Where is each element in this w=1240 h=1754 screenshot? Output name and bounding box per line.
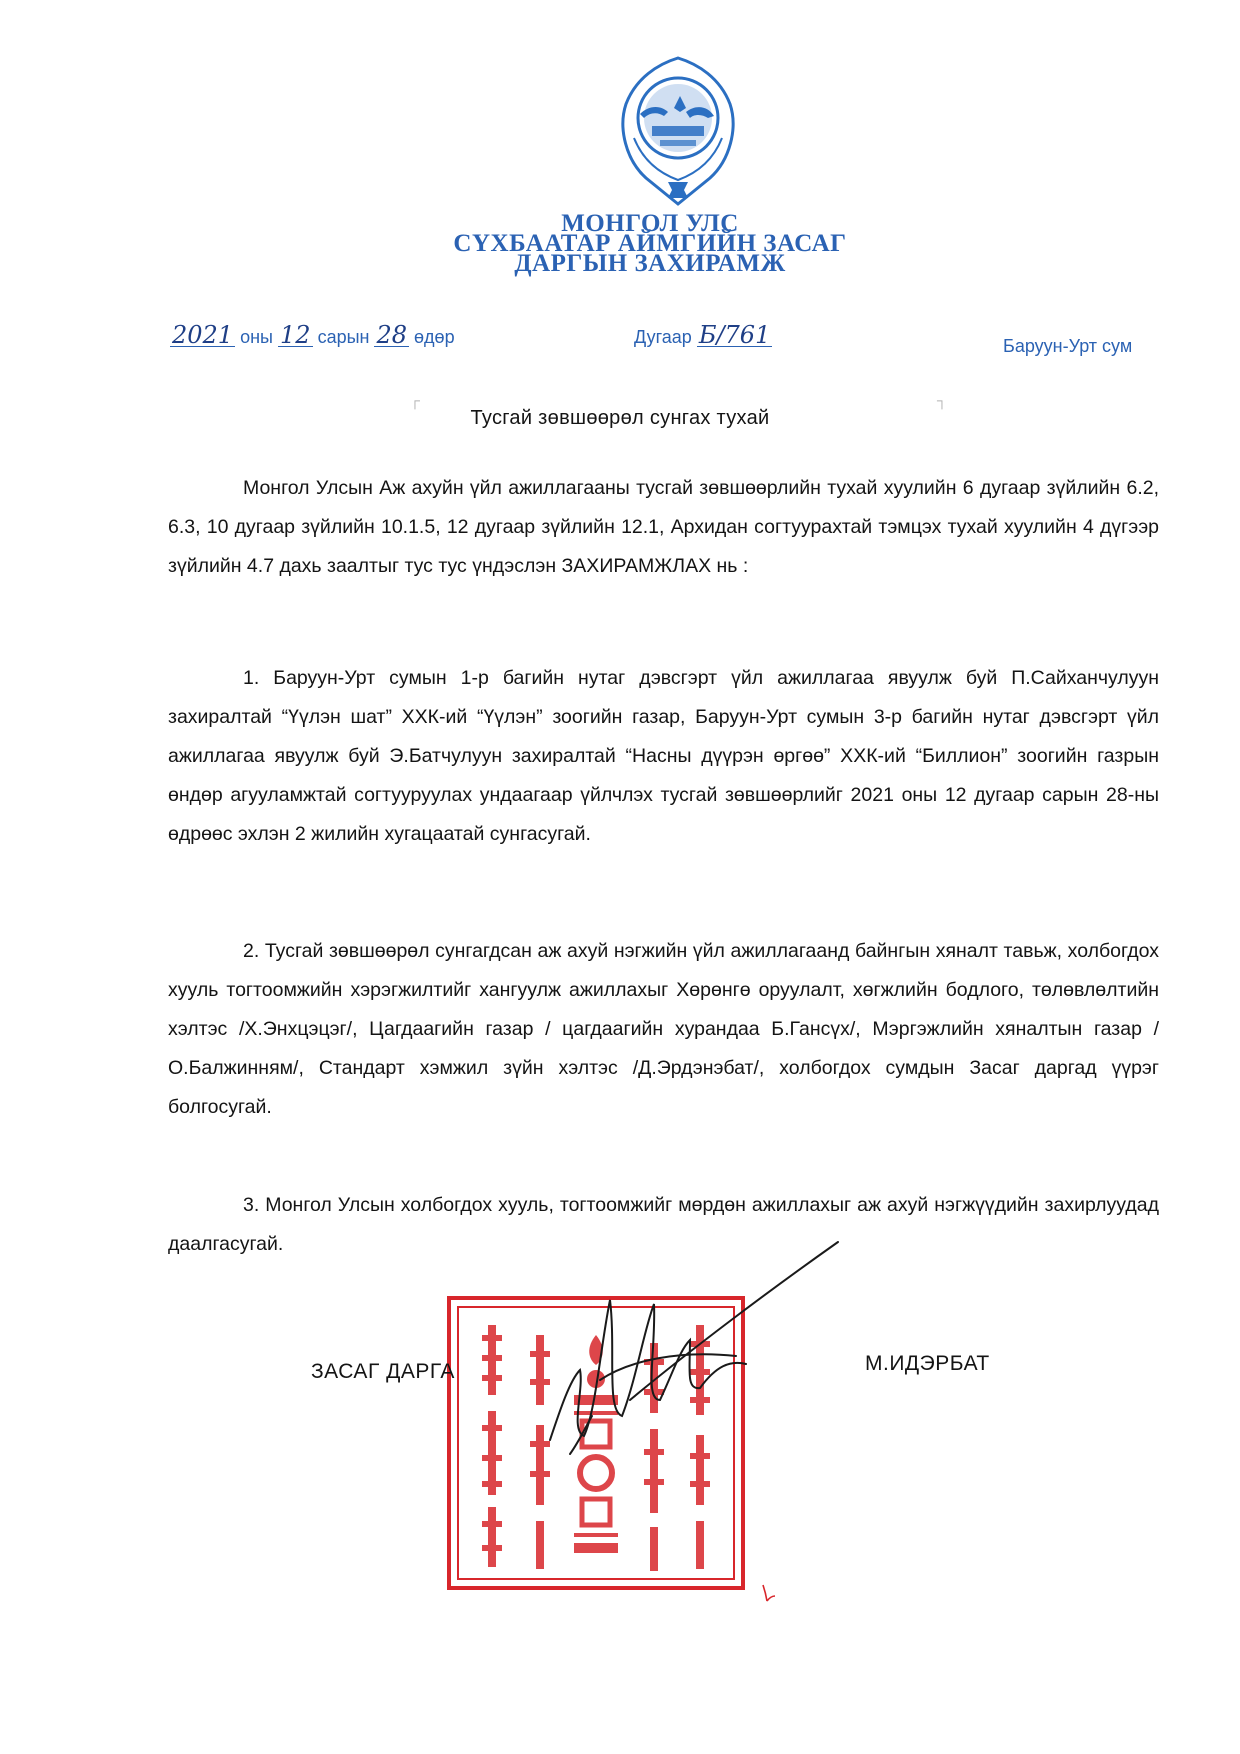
paragraph-text: 2. Тусгай зөвшөөрөл сунгагдсан аж ахуй нэгжийн үйл ажиллагаанд байнгын хяналт тавьж, холбогдох хууль тогтоомжийн хэрэгжилтийг хангуулж ажиллахыг Хөрөнгө оруулалт, хөгжлийн бодлого, төлөвлөлтийн хэлтэс /Х.Энхцэцэг/, Цагдаагийн газар / цагдаагийн хурандаа Б.Гансүх/, Мэргэжлийн хяналтын газар /О.Балжинням/, Стандарт хэмжил зүйн хэлтэс /Д.Эрдэнэбат/, холбогдох сумдын Засаг даргад үүрэг болгосугай.: [168, 940, 1159, 1118]
heading-authority: СҮХБААТАР АЙМГИЙН ЗАСАГ: [453, 230, 847, 257]
clause-1-paragraph: [168, 659, 1159, 854]
date-year: 2021: [172, 321, 234, 349]
heading-country: МОНГОЛ УЛС: [561, 210, 739, 237]
signatory-name: М.ИДЭРБАТ: [865, 1352, 990, 1375]
date-month-label: сарын: [317, 327, 370, 347]
preamble-paragraph: [168, 469, 1159, 586]
handwritten-signature-icon: [540, 1240, 840, 1480]
paragraph-text: 1. Баруун-Урт сумын 1-р багийн нутаг дэвсгэрт үйл ажиллагаа явуулж буй П.Сайханчулуун захиралтай “Үүлэн шат” ХХК-ий “Үүлэн” зоогийн газар, Баруун-Урт сумын 3-р багийн нутаг дэвсгэрт үйл ажиллагаа явуулж буй Э.Батчулуун захиралтай “Насны дүүрэн өргөө” ХХК-ий “Биллион” зоогийн газрын өндөр агууламжтай согтууруулах ундаагаар үйлчлэх тусгай зөвшөөрлийг 2021 оны 12 дугаар сарын 28-ны өдрөөс эхлэн 2 жилийн хугацаатай сунгасугай.: [168, 667, 1159, 845]
paragraph-text: Монгол Улсын Аж ахуйн үйл ажиллагааны тусгай зөвшөөрлийн тухай хуулийн 6 дугаар зүйлийн 6.2, 6.3, 10 дугаар зүйлийн 10.1.5, 12 дугаар зүйлийн 12.1, Архидан согтуурахтай тэмцэх тухай хуулийн 4 дүгээр зүйлийн 4.7 дахь заалтыг тус тус үндэслэн ЗАХИРАМЖЛАХ нь :: [168, 477, 1159, 577]
number-value: Б/761: [698, 321, 771, 349]
paragraph-text: 3. Монгол Улсын холбогдох хууль, тогтоомжийг мөрдөн ажиллахыг аж ахуй нэгжүүдийн захирлуудад даалгасугай.: [168, 1194, 1159, 1255]
state-emblem-icon: [616, 54, 740, 214]
document-date: [170, 321, 455, 349]
title-corner-right: ┐: [937, 392, 947, 408]
date-day: 28: [376, 321, 408, 349]
document-heading: [400, 210, 900, 277]
date-day-label: өдөр: [414, 327, 455, 347]
date-month: 12: [280, 321, 311, 349]
title-corner-left: ┌: [410, 392, 420, 408]
number-label: Дугаар: [634, 327, 692, 347]
document-location: Баруун-Урт сум: [1003, 336, 1133, 356]
document-title: Тусгай зөвшөөрөл сунгах тухай: [470, 407, 770, 429]
signatory-title: ЗАСАГ ДАРГА: [311, 1360, 455, 1383]
checkmark-icon: [757, 1583, 777, 1605]
heading-doc-type: ДАРГЫН ЗАХИРАМЖ: [514, 250, 786, 277]
date-year-label: оны: [240, 327, 273, 347]
clause-2-paragraph: [168, 932, 1159, 1127]
document-number: [634, 321, 772, 349]
